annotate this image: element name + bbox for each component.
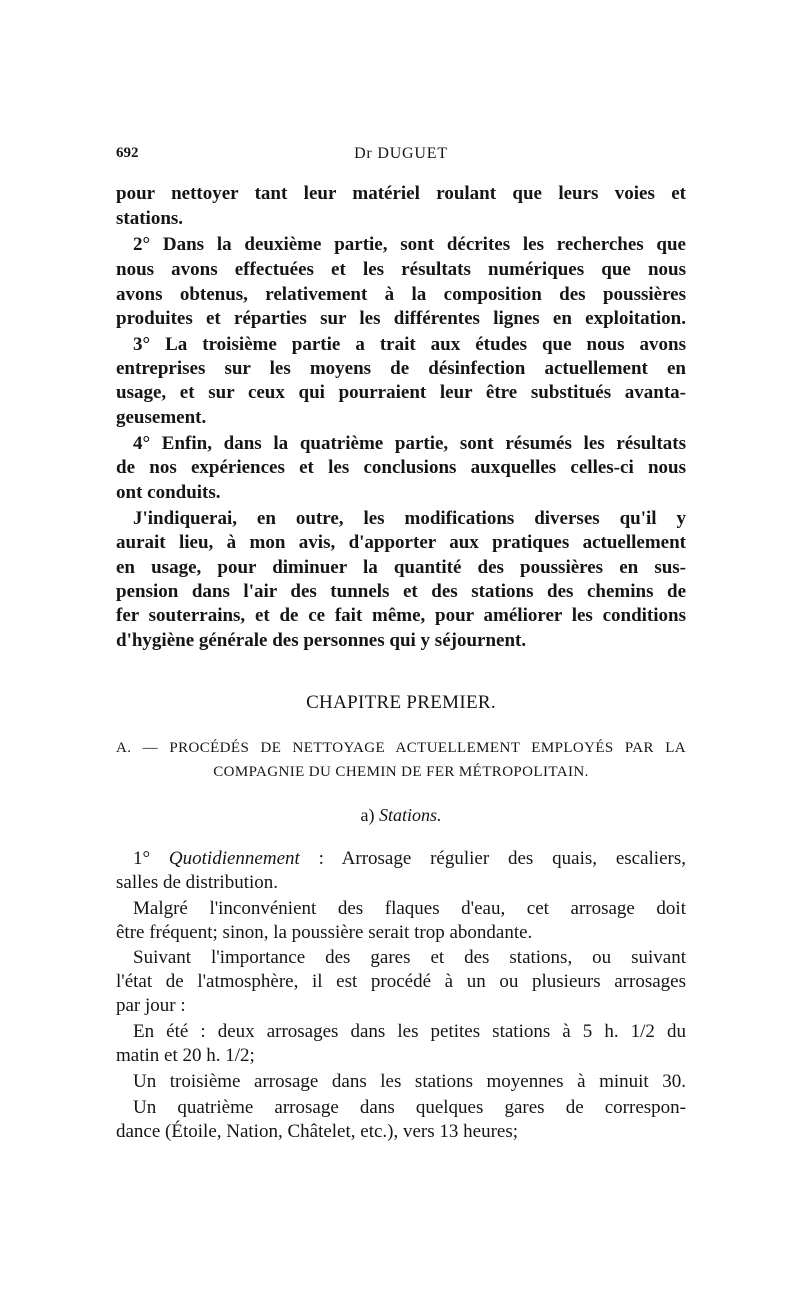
text-line: fer souterrains, et de ce fait même, pour améliorer les conditions — [116, 605, 686, 626]
running-head: Dr DUGUET — [354, 145, 448, 162]
text-line: 3° La troisième partie a trait aux études que nous avons — [133, 334, 686, 355]
body-line: être fréquent; sinon, la poussière serait trop abondante. — [116, 922, 533, 943]
body-line: dance (Étoile, Nation, Châtelet, etc.), vers 13 heures; — [116, 1121, 519, 1142]
section-heading-line-2: COMPAGNIE DU CHEMIN DE FER MÉTROPOLITAIN. — [213, 764, 589, 780]
body-line: Malgré l'inconvénient des flaques d'eau, cet arrosage doit — [133, 898, 686, 919]
body-line-lead: 1° — [133, 848, 169, 869]
text-line: 4° Enfin, dans la quatrième partie, sont résumés les résultats — [133, 433, 686, 454]
subsection-label: Stations. — [378, 805, 442, 825]
text-line: geusement. — [116, 407, 207, 428]
text-line: pension dans l'air des tunnels et des stations des chemins de — [116, 581, 686, 602]
body-line: En été : deux arrosages dans les petites stations à 5 h. 1/2 du — [133, 1021, 686, 1042]
text-line: entreprises sur les moyens de désinfection actuellement en — [116, 358, 686, 379]
text-line: nous avons effectuées et les résultats numériques que nous — [116, 259, 686, 280]
body-line: par jour : — [116, 995, 186, 1016]
text-line: d'hygiène générale des personnes qui y séjournent. — [116, 630, 527, 651]
body-line: l'état de l'atmosphère, il est procédé à un ou plusieurs arrosages — [116, 971, 686, 992]
page-number: 692 — [116, 145, 139, 161]
body-line-italic: Quotidiennement — [168, 848, 300, 869]
body-line: Un troisième arrosage dans les stations moyennes à minuit 30. — [133, 1071, 686, 1092]
body-line: Suivant l'importance des gares et des stations, ou suivant — [133, 947, 686, 968]
text-line: produites et réparties sur les différentes lignes en exploitation. — [116, 308, 686, 329]
text-line: aurait lieu, à mon avis, d'apporter aux pratiques actuellement — [116, 532, 686, 553]
chapter-title: CHAPITRE PREMIER. — [306, 692, 496, 713]
subsection-prefix: a) — [360, 805, 375, 825]
text-line: J'indiquerai, en outre, les modifications diverses qu'il y — [133, 508, 686, 529]
body-line-rest: : Arrosage régulier des quais, escaliers, — [299, 848, 686, 869]
body-line: matin et 20 h. 1/2; — [116, 1045, 255, 1066]
section-heading-line-1: A. — PROCÉDÉS DE NETTOYAGE ACTUELLEMENT EMPLOYÉS PAR LA — [116, 740, 686, 756]
text-line: usage, et sur ceux qui pourraient leur être substitués avanta- — [116, 382, 686, 403]
page-header — [116, 145, 686, 169]
text-line: de nos expériences et les conclusions auxquelles celles-ci nous — [116, 457, 686, 478]
body-line — [116, 846, 686, 871]
text-line: pour nettoyer tant leur matériel roulant que leurs voies et — [116, 183, 686, 204]
text-line: stations. — [116, 208, 184, 229]
subsection-title — [116, 803, 686, 828]
text-line: avons obtenus, relativement à la composition des poussières — [116, 284, 686, 305]
text-line: en usage, pour diminuer la quantité des poussières en sus- — [116, 557, 686, 578]
text-line: ont conduits. — [116, 482, 221, 503]
text-line: 2° Dans la deuxième partie, sont décrites les recherches que — [133, 234, 686, 255]
body-line: Un quatrième arrosage dans quelques gares de correspon- — [133, 1097, 686, 1118]
body-line: salles de distribution. — [116, 872, 279, 893]
